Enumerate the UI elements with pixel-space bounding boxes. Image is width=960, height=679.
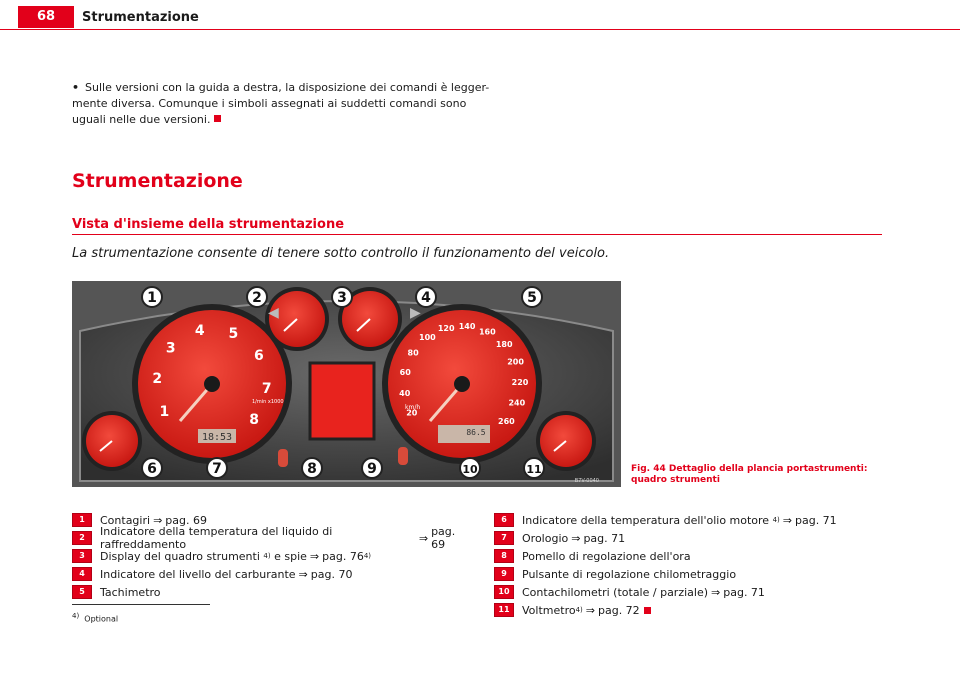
section-subtitle: Vista d'insieme della strumentazione: [72, 217, 345, 232]
legend-text-2: e spie: [274, 549, 307, 563]
page-ref-link[interactable]: pag. 71: [794, 513, 837, 527]
end-mark: [644, 607, 651, 614]
footnote-mark: 4): [363, 552, 372, 560]
speedometer-tick-label: 200: [507, 357, 524, 367]
speedometer-tick-label: 260: [498, 416, 515, 426]
legend-item: [72, 565, 472, 583]
turn-right-arrow-icon: ▶: [410, 305, 421, 321]
page-ref-link[interactable]: pag. 71: [583, 531, 626, 545]
legend-text: Pulsante di regolazione chilometraggio: [522, 567, 737, 581]
legend-text: Tachimetro: [100, 585, 161, 599]
callout-number: 6: [147, 461, 157, 477]
callout-badge: 4: [72, 567, 92, 581]
callout-number: 10: [462, 463, 478, 476]
footnote-mark: 4): [575, 606, 583, 614]
legend-left: [72, 511, 472, 601]
footnote-mark: 4): [263, 552, 271, 560]
arrow-icon: ⇒: [711, 585, 721, 599]
intro-text: Sulle versioni con la guida a destra, la disposizione dei comandi è legger-mente diversa. Comunque i simboli assegnati ai suddetti comandi sono uguali nelle due versioni.: [72, 81, 490, 126]
speedometer-tick-label: 160: [478, 327, 496, 337]
callout-badge: 7: [494, 531, 514, 545]
arrow-icon: ⇒: [298, 567, 308, 581]
legend-item: [494, 529, 894, 547]
legend-right: [494, 511, 894, 619]
page-ref-link[interactable]: pag. 69: [431, 525, 456, 551]
legend-text: Indicatore del livello del carburante: [100, 567, 296, 581]
arrow-icon: ⇒: [585, 603, 595, 617]
callout-badge: 1: [72, 513, 92, 527]
speedometer-tick-label: 20: [406, 408, 418, 418]
page-number: 68: [18, 6, 74, 28]
speedometer-tick-label: 80: [407, 348, 419, 358]
callout-number: 1: [147, 290, 157, 306]
header-title: Strumentazione: [82, 10, 199, 25]
legend-text: Voltmetro: [522, 603, 576, 617]
speed-unit-label: km/h: [405, 404, 421, 411]
legend-text: Orologio: [522, 531, 569, 545]
callout-badge: 8: [494, 549, 514, 563]
page-ref-link[interactable]: pag. 69: [165, 513, 207, 527]
callout-number: 11: [526, 463, 542, 476]
speedometer-hub: [454, 376, 470, 392]
footnote-mark: 4): [772, 516, 780, 524]
callout-badge: 10: [494, 585, 514, 599]
odometer-display-text: 86.5: [466, 428, 486, 437]
callout-number: 9: [367, 461, 377, 477]
speedometer-tick-label: 240: [508, 398, 526, 408]
arrow-icon: ⇒: [153, 513, 163, 527]
legend-text: Indicatore della temperatura dell'olio motore: [522, 513, 770, 527]
speedometer-tick-label: 40: [399, 388, 411, 398]
intro-paragraph: [72, 80, 492, 128]
footnote-text: Optional: [84, 614, 119, 624]
callout-number: 2: [252, 290, 262, 306]
legend-text: Indicatore della temperatura del liquido di raffreddamento: [100, 525, 333, 551]
callout-number: 8: [307, 461, 317, 477]
tachometer-tick-label: 7: [261, 380, 272, 397]
callout-badge: 2: [72, 531, 92, 545]
tachometer-tick-label: 3: [165, 340, 176, 357]
footnote-rule: [72, 604, 210, 605]
tachometer-tick-label: 2: [152, 371, 163, 388]
clock-display-text: 18:53: [201, 432, 233, 443]
callout-number: 4: [421, 290, 431, 306]
callout-badge: 9: [494, 567, 514, 581]
legend-item: [494, 565, 894, 583]
arrow-icon: ⇒: [418, 531, 429, 545]
legend-text: Pomello di regolazione dell'ora: [522, 549, 691, 563]
arrow-icon: ⇒: [782, 513, 792, 527]
tachometer-tick-label: 5: [228, 326, 239, 342]
subtitle-rule: [72, 234, 882, 235]
tachometer-tick-label: 4: [194, 323, 205, 339]
turn-left-arrow-icon: ◀: [268, 305, 279, 321]
bullet: •: [72, 81, 80, 94]
page-ref-link[interactable]: pag. 71: [723, 585, 765, 599]
figure-caption: Fig. 44 Dettaglio della plancia portastrumenti: quadro strumenti: [631, 464, 868, 485]
clock-adjust-knob: [278, 449, 288, 467]
rpm-unit-label: 1/min x1000: [252, 399, 284, 405]
callout-number: 3: [337, 290, 347, 306]
speedometer-tick-label: 120: [437, 323, 455, 333]
end-mark: [214, 115, 221, 122]
page-ref-link[interactable]: pag. 76: [322, 549, 364, 563]
arrow-icon: ⇒: [309, 549, 320, 563]
legend-item: [494, 601, 894, 619]
callout-number: 7: [212, 461, 222, 477]
legend-text: Contachilometri (totale / parziale): [522, 585, 709, 599]
legend-item: [72, 525, 472, 551]
legend-item: [494, 547, 894, 565]
instrument-cluster-figure: [72, 281, 621, 487]
tachometer-hub: [204, 376, 220, 392]
speedometer-tick-label: 140: [458, 321, 476, 331]
footnote: [72, 612, 118, 624]
speedometer-tick-label: 60: [399, 367, 411, 377]
arrow-icon: ⇒: [571, 531, 581, 545]
legend-text: Display del quadro strumenti: [100, 549, 260, 563]
legend-item: [494, 511, 894, 529]
tachometer-tick-label: 1: [159, 404, 170, 421]
tachometer-tick-label: 8: [249, 412, 259, 428]
trip-reset-button: [398, 447, 408, 465]
page-ref-link[interactable]: pag. 70: [310, 567, 353, 581]
legend-item: [494, 583, 894, 601]
lead-text: La strumentazione consente di tenere sotto controllo il funzionamento del veicolo.: [72, 246, 610, 261]
callout-badge: 11: [494, 603, 514, 617]
speedometer-tick-label: 180: [495, 339, 513, 349]
legend-text: Contagiri: [100, 513, 151, 527]
page-ref-link[interactable]: pag. 72: [597, 603, 640, 617]
callout-number: 5: [527, 290, 537, 306]
speedometer-tick-label: 100: [419, 333, 436, 343]
page-header: [0, 0, 960, 30]
header-rule: [0, 29, 960, 30]
center-display: [310, 363, 374, 439]
legend-item: [72, 583, 472, 601]
footnote-mark: 4): [72, 612, 80, 620]
tachometer-tick-label: 6: [254, 348, 264, 364]
callout-badge: 5: [72, 585, 92, 599]
speedometer-tick-label: 220: [511, 378, 529, 387]
figure-code: B7V-0040: [574, 478, 599, 484]
callout-badge: 6: [494, 513, 514, 527]
callout-badge: 3: [72, 549, 92, 563]
section-title: Strumentazione: [72, 170, 243, 192]
